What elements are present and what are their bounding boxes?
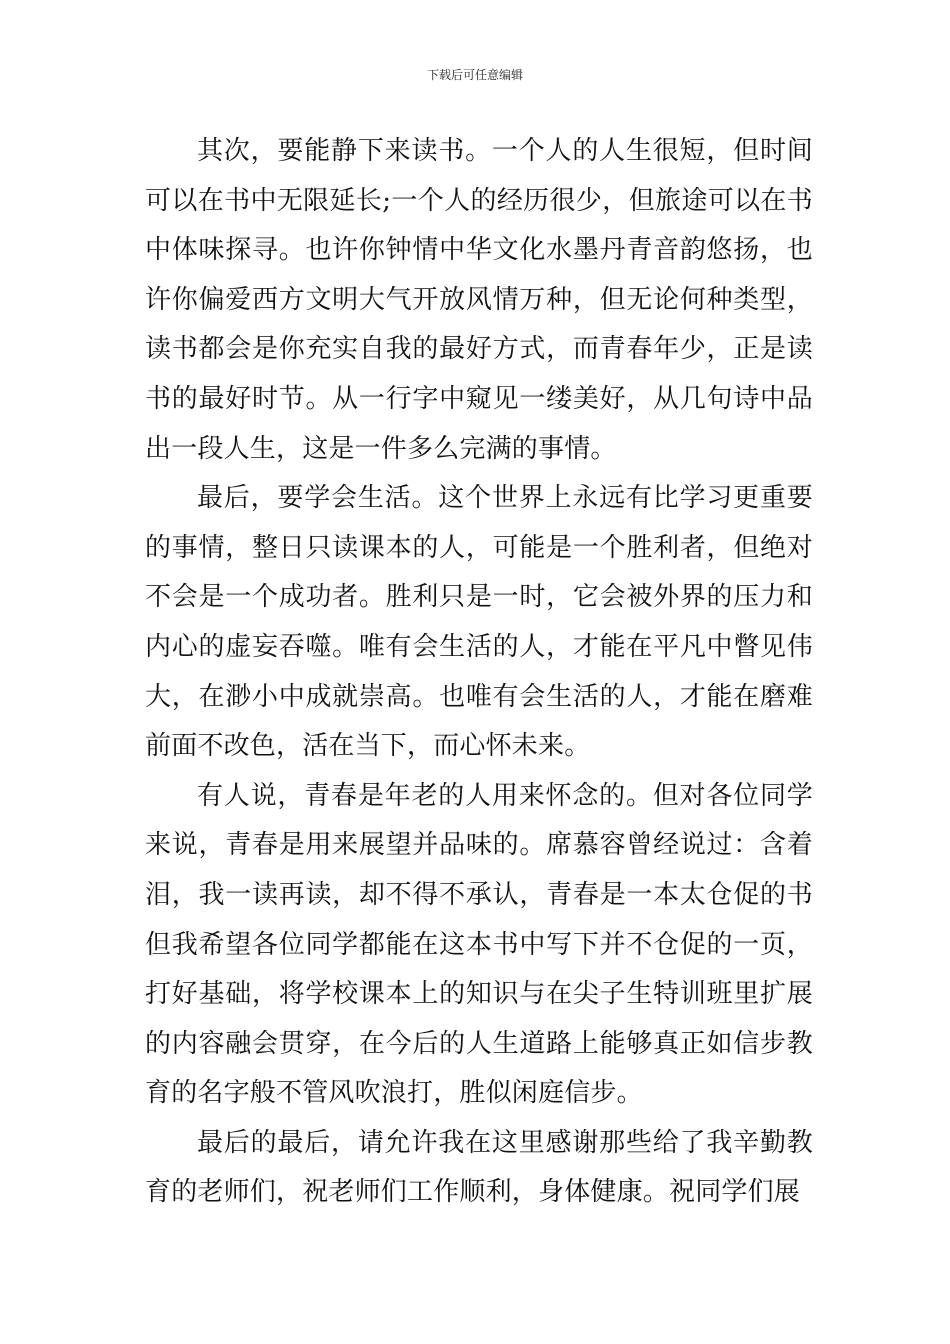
paragraph-youth: 有人说，青春是年老的人用来怀念的。但对各位同学来说，青春是用来展望并品味的。席慕容曾经说过：含着泪，我一读再读，却不得不承认，青春是一本太仓促的书但我希望各位同学都能在这本书中写下并不仓促的一页，打好基础，将学校课本上的知识与在尖子生特训班里扩展的内容融会贯穿，在今后的人生道路上能够真正如信步教育的名字般不管风吹浪打，胜似闲庭信步。: [145, 780, 813, 1109]
paragraph-thanks: 最后的最后，请允许我在这里感谢那些给了我辛勤教育的老师们，祝老师们工作顺利，身体健康。祝同学们展: [145, 1127, 813, 1208]
paragraph-reading: 其次，要能静下来读书。一个人的人生很短，但时间可以在书中无限延长;一个人的经历很少，但旅途可以在书中体味探寻。也许你钟情中华文化水墨丹青音韵悠扬，也许你偏爱西方文明大气开放风情万种，但无论何种类型，读书都会是你充实自我的最好方式，而青春年少，正是读书的最好时节。从一行字中窥见一缕美好，从几句诗中品出一段人生，这是一件多么完满的事情。: [145, 136, 813, 464]
header-note: 下载后可任意编辑: [426, 68, 523, 82]
document-body: [145, 127, 813, 1218]
paragraph-living: 最后，要学会生活。这个世界上永远有比学习更重要的事情，整日只读课本的人，可能是一个胜利者，但绝对不会是一个成功者。胜利只是一时，它会被外界的压力和内心的虚妄吞噬。唯有会生活的人，才能在平凡中瞥见伟大，在渺小中成就崇高。也唯有会生活的人，才能在磨难前面不改色，活在当下，而心怀未来。: [145, 483, 813, 762]
